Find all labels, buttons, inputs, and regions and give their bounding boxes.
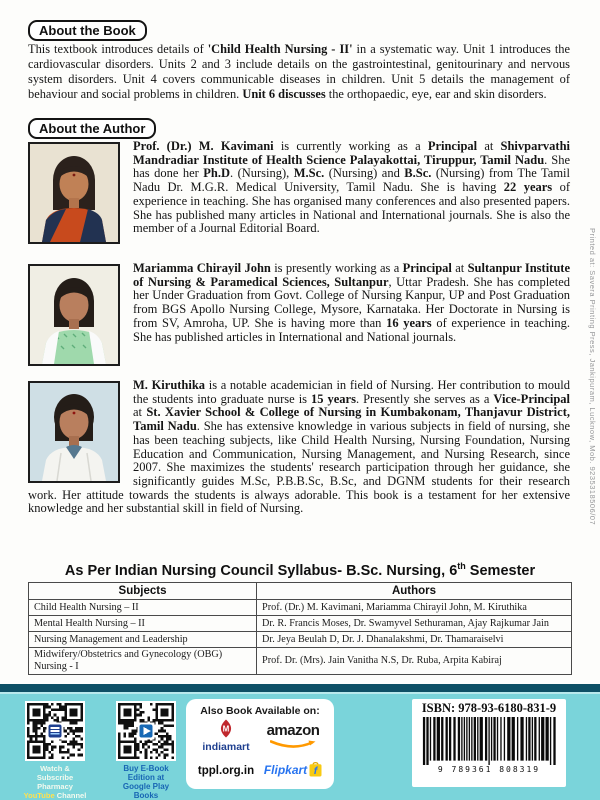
qr-caption-pharmacy — [23, 764, 87, 800]
qr-block-ebook — [113, 701, 179, 800]
channel-label: Channel — [54, 791, 87, 800]
about-author-heading: About the Author — [28, 118, 156, 139]
col-header-subjects: Subjects — [29, 583, 257, 600]
authors-cell: Dr. R. Francis Moses, Dr. Swamyvel Sethuraman, Ajay Rajkumar Jain — [257, 616, 572, 632]
table-row — [29, 616, 572, 632]
syllabus-title-sup: th — [457, 561, 466, 571]
author-photo-kiruthika — [28, 381, 120, 483]
author-bio-text: Prof. (Dr.) M. Kavimani is currently working as a Principal at Shivparvathi Mandradiar Institute of Health Science Palayakottai, Tiruppur, Tamil Nadu. She has done her Ph.D. (Nursing), M.Sc. (Nursing) and B.Sc. (Nursing) from The Tamil Nadu Dr. M.G.R. Medical University, Tamil Nadu. She is having 22 years of experience in teaching. She has organised many conferences and also presented papers. She has published many articles in National and International journals. She is also the member of a Journal Editorial Board. — [133, 139, 570, 236]
svg-text:f: f — [313, 765, 318, 777]
indiamart-flame-icon — [218, 719, 234, 738]
indiamart-logo — [196, 719, 256, 753]
qr-caption-line: Google Play Books — [122, 782, 170, 800]
qr-caption-line: Buy E-Book Edition at — [123, 764, 169, 782]
table-header-row — [29, 583, 572, 600]
about-book-text: This textbook introduces details of 'Child Health Nursing - II' in a systematic way. Unit 1 introduces the cardiovascular disorders. Units 2 and 3 include details on the gastrointestinal, genitourinary and nervous system disorders. Unit 4 covers communicable diseases in children. Unit 5 details the management of behaviour and social problems in children. Unit 6 discusses the orthopaedic, eye, ear and skin disorders. — [28, 42, 570, 101]
divider-bar — [0, 684, 600, 692]
qr-caption-line: Pharmacy — [37, 782, 73, 791]
portrait-illustration — [30, 144, 118, 242]
table-row — [29, 600, 572, 616]
author-block-kavimani — [28, 140, 570, 247]
svg-text:M: M — [222, 724, 230, 734]
youtube-label: YouTube — [23, 791, 55, 800]
about-book-heading: About the Book — [28, 20, 147, 41]
isbn-barcode — [421, 717, 557, 765]
flipkart-label: Flipkart — [263, 763, 308, 777]
qr-block-pharmacy — [23, 701, 87, 800]
author-photo-kavimani — [28, 142, 120, 244]
syllabus-table — [28, 582, 572, 675]
indiamart-label: indiamart — [202, 741, 250, 753]
footer-panel — [0, 692, 600, 800]
authors-cell: Prof. Dr. (Mrs). Jain Vanitha N.S, Dr. Ruba, Arpita Kabiraj — [257, 648, 572, 675]
qr-caption-ebook — [113, 764, 179, 800]
authors-cell: Prof. (Dr.) M. Kavimani, Mariamma Chirayil John, M. Kiruthika — [257, 600, 572, 616]
syllabus-title-suffix: Semester — [465, 562, 536, 579]
authors-cell: Dr. Jeya Beulah D, Dr. J. Dhanalakshmi, Dr. Thamaraiselvi — [257, 632, 572, 648]
tppl-logo: tppl.org.in — [197, 765, 255, 777]
author-block-mariamma — [28, 262, 570, 369]
portrait-illustration — [30, 383, 118, 481]
amazon-smile-icon — [270, 740, 316, 750]
author-bio-text: Mariamma Chirayil John is presently working as a Principal at Sultanpur Institute of Nursing & Paramedical Sciences, Sultanpur, Uttar Pradesh. She has completed her Under Graduation from Govt. College of Nursing Kanpur, UP and Post Graduation from BGS Apollo Nursing College, Mysore, Karnataka. Her Doctorate in Nursing is from SV, Amroha, UP. She is having more than 16 years of experience in teaching. She has published articles in International and National journals. — [133, 261, 571, 344]
portrait-illustration — [30, 266, 118, 364]
table-row — [29, 648, 572, 675]
subject-cell: Mental Health Nursing – II — [29, 616, 257, 632]
flipkart-bag-icon — [309, 762, 322, 777]
qr-caption-line: Watch & Subscribe — [36, 764, 74, 782]
author-block-kiruthika — [28, 379, 570, 516]
flipkart-logo — [258, 761, 328, 779]
qr-caption-line — [23, 791, 87, 800]
printer-note: Printed at: Savera Printing Press, Jankipuram, Lucknow, Mob. 9235318506/07 — [588, 228, 597, 526]
syllabus-title-text: As Per Indian Nursing Council Syllabus- B.Sc. Nursing, 6 — [64, 562, 458, 579]
author-photo-mariamma — [28, 264, 120, 366]
table-row — [29, 632, 572, 648]
syllabus-title — [0, 561, 600, 579]
qr-code-pharmacy-icon — [25, 701, 85, 761]
subject-cell: Midwifery/Obstetrics and Gynecology (OBG) Nursing - I — [29, 648, 257, 675]
col-header-authors: Authors — [257, 583, 572, 600]
barcode-digits: 9 789361 808319 — [437, 765, 541, 774]
amazon-label: amazon — [266, 722, 320, 739]
amazon-logo — [262, 724, 324, 755]
isbn-box — [412, 699, 566, 787]
subject-cell: Child Health Nursing – II — [29, 600, 257, 616]
qr-code-ebook-icon — [116, 701, 176, 761]
author-bio-text: M. Kiruthika is a notable academician in field of Nursing. Her contribution to mould the students into graduate nurse is 15 years. Presently she serves as a Vice-Principal at St. Xavier School & College of Nursing in Kumbakonam, Thanjavur District, Tamil Nadu. She has extensive knowledge in various subjects in field of nursing, she has been teaching subjects, like Child Health Nursing, Nursing Foundation, Nursing Education and Communication, Nursing Management, and Nursing Research, since 2007. She maximizes the students' research participation through her guidance, she significantly guides M.Sc, P.B.B.Sc, B.Sc, and DGNM students for their research work. Her attitude towards the students is always adorable. This book is a testament for her extensive knowledge and her substantial skill in field of Nursing. — [28, 378, 570, 516]
isbn-number: ISBN: 978-93-6180-831-9 — [421, 701, 557, 715]
availability-title: Also Book Available on: — [200, 705, 320, 717]
availability-box — [186, 699, 334, 789]
subject-cell: Nursing Management and Leadership — [29, 632, 257, 648]
